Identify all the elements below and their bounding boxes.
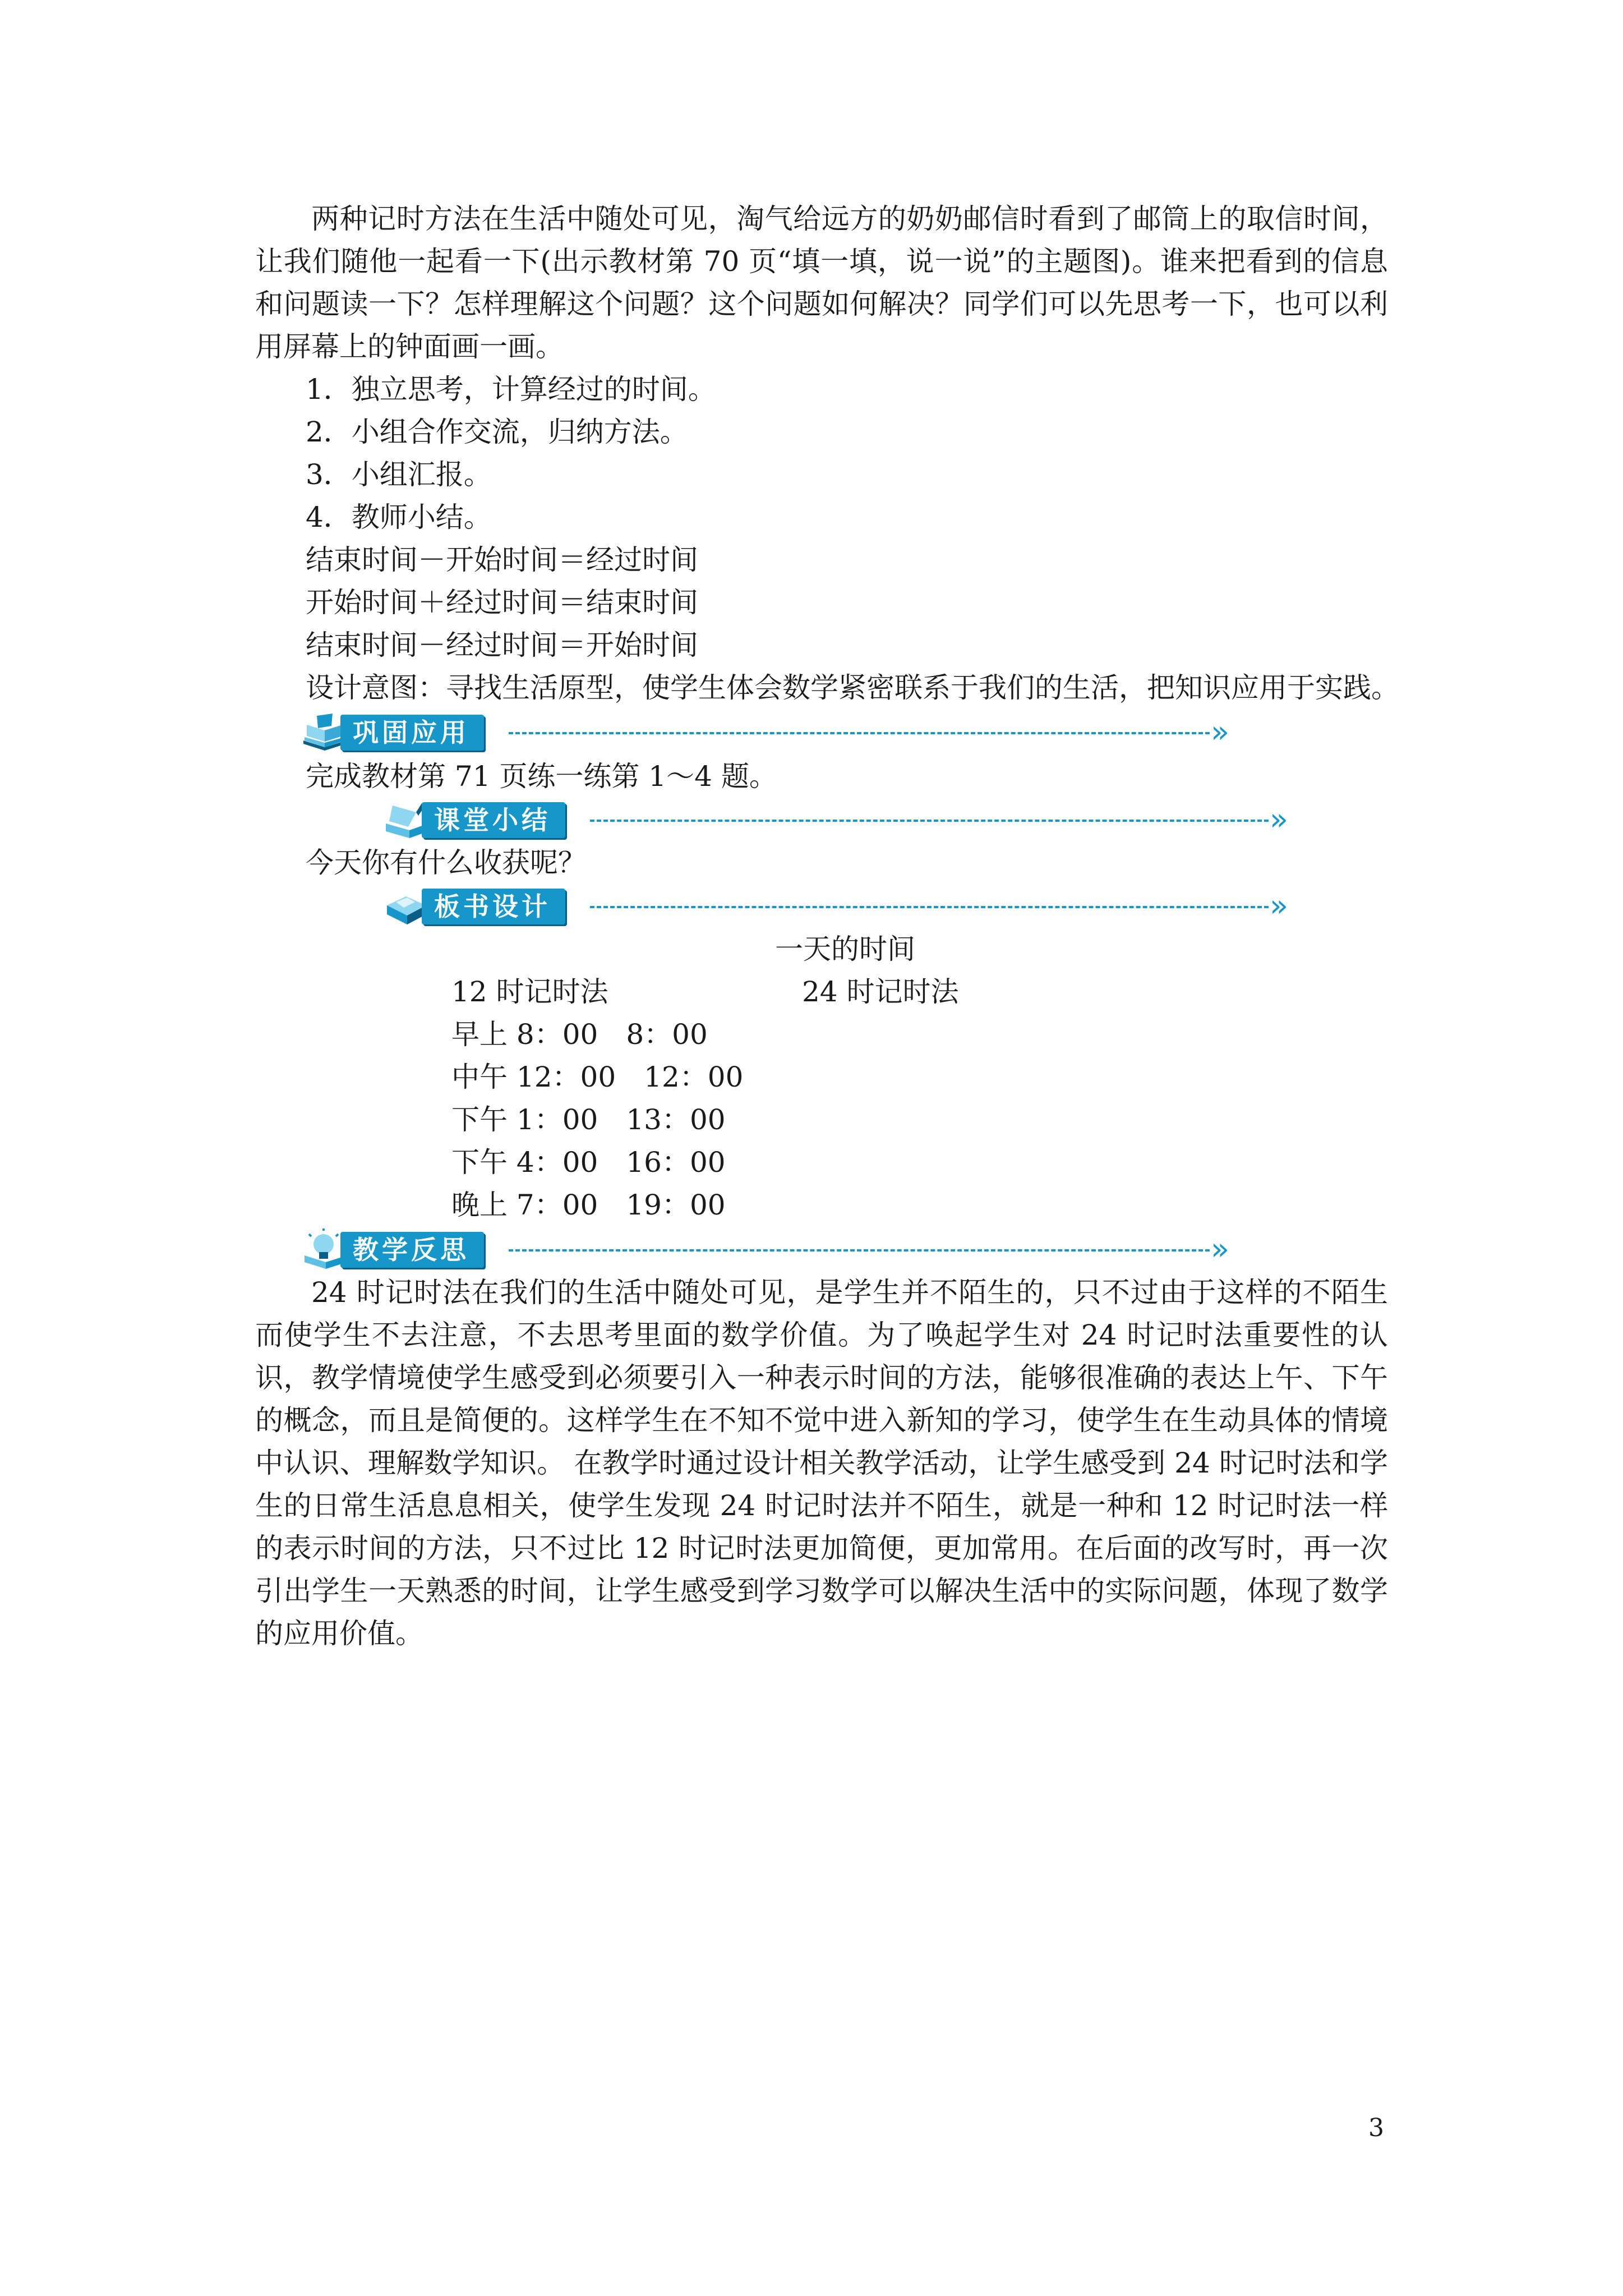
board-row: 晚上 7：00 19：00 <box>451 1189 726 1221</box>
double-chevron-icon: » <box>1270 888 1289 923</box>
board-row: 早上 8：00 8：00 <box>451 1018 708 1051</box>
dashed-divider <box>590 906 1269 908</box>
formula-2: 开始时间＋经过时间＝结束时间 <box>306 586 698 619</box>
design-intent: 设计意图：寻找生活原型，使学生体会数学紧密联系于我们的生活，把知识应用于实践。 <box>306 671 1399 704</box>
dashed-divider <box>590 820 1269 822</box>
section-reflection-title: 教学反思 <box>340 1232 484 1268</box>
reflection-paragraph: 24 时记时法在我们的生活中随处可见，是学生并不陌生的，只不过由于这样的不陌生而使学生不去注意，不去思考里面的数学价值。为了唤起学生对 24 时记时法重要性的认识，教学情境使学生感受到必须要引入一种表示时间的方法，能够很准确的表达上午、下午的概念，而且是简便的。这样学生在不知不觉中进入新知的学习，使学生在生动具体的情境中认识、理解数学知识。 在教学时通过设计相关教学活动，让学生感受到 24 时记时法和学生的日常生活息息相关，使学生发现 24 时记时法并不陌生，就是一种和 12 时记时法一样的表示时间的方法，只不过比 12 时记时法更加简便，更加常用。在后面的改写时，再一次引出学生一天熟悉的时间，让学生感受到学习数学可以解决生活中的实际问题，体现了数学的应用价值。 <box>255 1276 1388 1650</box>
board-row: 下午 4：00 16：00 <box>451 1146 726 1179</box>
dashed-divider <box>509 732 1210 734</box>
formula-3: 结束时间－经过时间＝开始时间 <box>306 629 698 661</box>
consolidate-text: 完成教材第 71 页练一练第 1～4 题。 <box>306 760 777 793</box>
step-3: 3．小组汇报。 <box>306 458 492 491</box>
section-board-header <box>381 885 1324 928</box>
board-title: 一天的时间 <box>775 933 915 965</box>
double-chevron-icon: » <box>1270 802 1289 837</box>
board-col1-header: 12 时记时法 <box>451 976 608 1008</box>
section-summary-title: 课堂小结 <box>422 802 565 838</box>
summary-text: 今天你有什么收获呢？ <box>306 846 586 879</box>
board-row: 中午 12：00 12：00 <box>451 1061 744 1093</box>
dashed-divider <box>509 1249 1210 1251</box>
section-board-title: 板书设计 <box>422 889 565 924</box>
section-consolidate-title: 巩固应用 <box>340 715 484 751</box>
board-row: 下午 1：00 13：00 <box>451 1103 726 1136</box>
section-summary-header <box>381 799 1324 841</box>
formula-1: 结束时间－开始时间＝经过时间 <box>306 544 698 576</box>
intro-paragraph: 两种记时方法在生活中随处可见，淘气给远方的奶奶邮信时看到了邮筒上的取信时间，让我们随他一起看一下(出示教材第 70 页“填一填，说一说”的主题图)。谁来把看到的信息和问题读一下？怎样理解这个问题？这个问题如何解决？同学们可以先思考一下，也可以利用屏幕上的钟面画一画。 <box>255 203 1388 363</box>
step-4: 4．教师小结。 <box>306 501 492 533</box>
double-chevron-icon: » <box>1211 714 1230 749</box>
page-number: 3 <box>1368 2114 1384 2142</box>
section-consolidate-header <box>300 711 1237 754</box>
step-2: 2．小组合作交流，归纳方法。 <box>306 416 688 448</box>
double-chevron-icon: » <box>1211 1231 1230 1267</box>
board-col2-header: 24 时记时法 <box>802 976 959 1008</box>
step-1: 1．独立思考，计算经过的时间。 <box>306 373 716 406</box>
section-reflection-header <box>300 1228 1237 1271</box>
